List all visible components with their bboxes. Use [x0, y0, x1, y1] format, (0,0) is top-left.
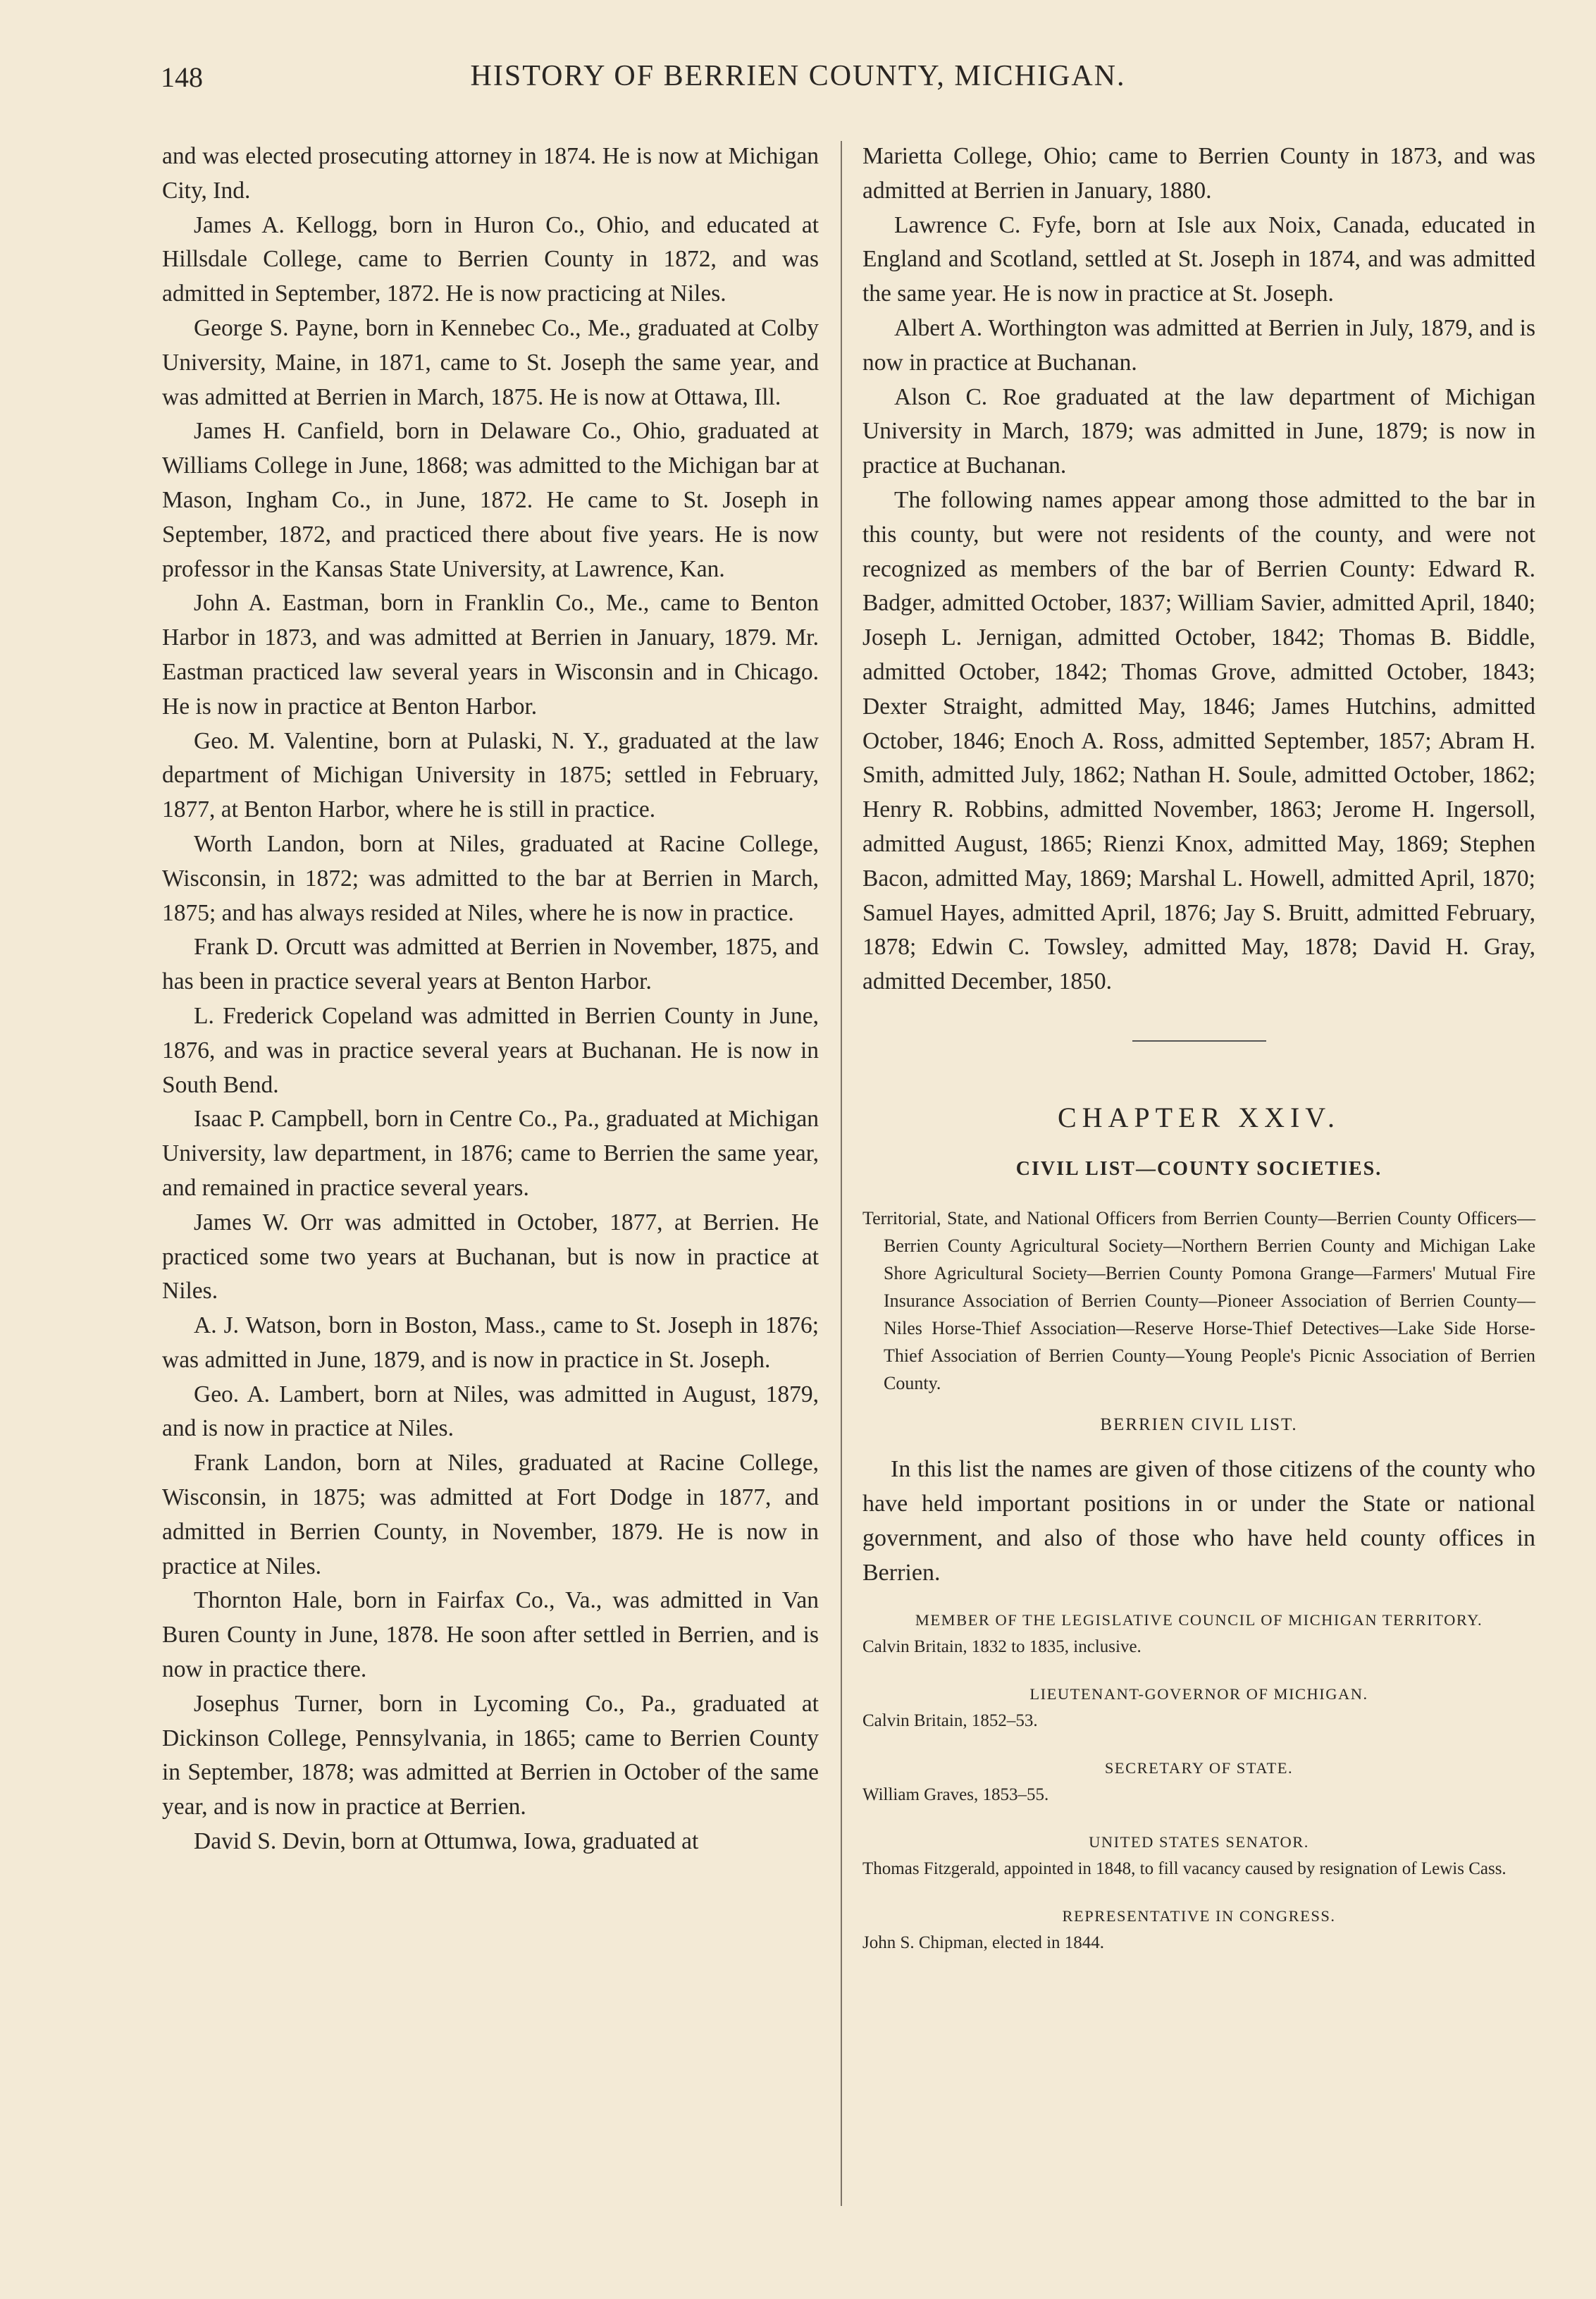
office-title: MEMBER OF THE LEGISLATIVE COUNCIL OF MICHIGAN TERRITORY.	[915, 1610, 1483, 1629]
page-header	[0, 55, 1596, 111]
paragraph: Worth Landon, born at Niles, graduated at Racine College, Wisconsin, in 1872; was admitted to the bar at Berrien in March, 1875; and has always resided at Niles, where he is now in practice.	[162, 830, 819, 926]
page-number: 148	[161, 61, 203, 93]
paragraph: A. J. Watson, born in Boston, Mass., came to St. Joseph in 1876; was admitted in June, 1879, and is now in practice in St. Joseph.	[162, 1312, 819, 1373]
paragraph: David S. Devin, born at Ottumwa, Iowa, graduated at	[194, 1828, 699, 1855]
office-title: UNITED STATES SENATOR.	[1089, 1832, 1309, 1851]
paragraph: The following names appear among those admitted to the bar in this county, but were not residents of the county, and were not recognized as members of the bar of Berrien County: Edward R. Badger, admitted October, 1837; William Savier, admitted April, 1840; Joseph L. Jernigan, admitted October, 1842; Thomas B. Biddle, admitted October, 1842; Thomas Grove, admitted October, 1843; Dexter Straight, admitted May, 1846; James Hutchins, admitted October, 1846; Enoch A. Ross, admitted September, 1857; Abram H. Smith, admitted July, 1862; Nathan H. Soule, admitted October, 1862; Henry R. Robbins, admitted November, 1863; Jerome H. Ingersoll, admitted August, 1865; Rienzi Knox, admitted May, 1869; Stephen Bacon, admitted May, 1869; Marshal L. Howell, admitted April, 1870; Samuel Hayes, admitted April, 1876; Jay S. Bruitt, admitted February, 1878; Edwin C. Towsley, admitted May, 1878; David H. Gray, admitted December, 1850.	[862, 486, 1535, 995]
paragraph: and was elected prosecuting attorney in 1874. He is now at Michigan City, Ind.	[162, 143, 819, 204]
paragraph: Thornton Hale, born in Fairfax Co., Va., was admitted in Van Buren County in June, 1878. He soon after settled in Berrien, and is now in practice there.	[162, 1587, 819, 1683]
paragraph: Josephus Turner, born in Lycoming Co., Pa., graduated at Dickinson College, Pennsylvania, in 1865; came to Berrien County in September, 1878; was admitted at Berrien in October of the same year, and is now in practice at Berrien.	[162, 1690, 819, 1820]
chapter-summary: Territorial, State, and National Officers from Berrien County—Berrien County Officers—Berrien County Agricultural Society—Northern Berrien County and Michigan Lake Shore Agricultural Society—Berrien County Pomona Grange—Farmers' Mutual Fire Insurance Association of Berrien County—Pioneer Association of Berrien County—Niles Horse-Thief Association—Reserve Horse-Thief Detectives—Lake Side Horse-Thief Association of Berrien County—Young People's Picnic Association of Berrien County.	[862, 1207, 1535, 1393]
section-intro: In this list the names are given of those citizens of the county who have held important positions in or under the State or national government, and also of those who have held county offices in Berrien.	[862, 1455, 1535, 1586]
paragraph: Isaac P. Campbell, born in Centre Co., Pa., graduated at Michigan University, law department, in 1876; came to Berrien the same year, and remained in practice several years.	[162, 1106, 819, 1201]
paragraph: L. Frederick Copeland was admitted in Berrien County in June, 1876, and was in practice several years at Buchanan. He is now in South Bend.	[162, 1002, 819, 1098]
office-title: REPRESENTATIVE IN CONGRESS.	[1062, 1906, 1336, 1925]
paragraph: John A. Eastman, born in Franklin Co., Me., came to Benton Harbor in 1873, and was admitted at Berrien in January, 1879. Mr. Eastman practiced law several years in Wisconsin and in Chicago. He is now in practice at Benton Harbor.	[162, 590, 819, 720]
chapter-heading: CHAPTER XXIV.	[1057, 1101, 1341, 1133]
paragraph: Frank Landon, born at Niles, graduated at Racine College, Wisconsin, in 1875; was admitted at Fort Dodge in 1877, and admitted in Berrien County, in November, 1879. He is now in practice at Niles.	[162, 1450, 819, 1579]
paragraph: Frank D. Orcutt was admitted at Berrien in November, 1875, and has been in practice several years at Benton Harbor.	[162, 934, 819, 995]
paragraph: James A. Kellogg, born in Huron Co., Ohio, and educated at Hillsdale College, came to Berrien County in 1872, and was admitted in September, 1872. He is now practicing at Niles.	[162, 211, 819, 307]
section-divider	[1132, 1040, 1266, 1042]
paragraph: Lawrence C. Fyfe, born at Isle aux Noix, Canada, educated in England and Scotland, settled at St. Joseph in 1874, and was admitted the same year. He is now in practice at St. Joseph.	[862, 211, 1535, 307]
paragraph: James W. Orr was admitted in October, 1877, at Berrien. He practiced some two years at Buchanan, but is now in practice at Niles.	[162, 1209, 819, 1305]
section-title: BERRIEN CIVIL LIST.	[1100, 1414, 1298, 1434]
office-entry: William Graves, 1853–55.	[862, 1785, 1049, 1804]
office-title: SECRETARY OF STATE.	[1104, 1758, 1294, 1777]
office-entry: Calvin Britain, 1852–53.	[862, 1711, 1038, 1730]
office-title: LIEUTENANT-GOVERNOR OF MICHIGAN.	[1029, 1684, 1368, 1703]
paragraph: Geo. A. Lambert, born at Niles, was admitted in August, 1879, and is now in practice at Niles.	[162, 1381, 819, 1442]
office-entry: Thomas Fitzgerald, appointed in 1848, to fill vacancy caused by resignation of Lewis Cass.	[862, 1859, 1507, 1878]
paragraph: Geo. M. Valentine, born at Pulaski, N. Y., graduated at the law department of Michigan University in 1875; settled in February, 1877, at Benton Harbor, where he is still in practice.	[162, 727, 819, 823]
paragraph: Alson C. Roe graduated at the law department of Michigan University in March, 1879; was admitted in June, 1879; is now in practice at Buchanan.	[862, 383, 1535, 479]
paragraph: Marietta College, Ohio; came to Berrien County in 1873, and was admitted at Berrien in January, 1880.	[862, 143, 1535, 204]
left-column	[162, 140, 819, 1859]
paragraph: James H. Canfield, born in Delaware Co., Ohio, graduated at Williams College in June, 1868; was admitted to the Michigan bar at Mason, Ingham Co., in June, 1872. He came to St. Joseph in September, 1872, and practiced there about five years. He is now professor in the Kansas State University, at Lawrence, Kan.	[162, 418, 819, 582]
column-divider	[841, 141, 842, 2206]
chapter-subheading: CIVIL LIST—COUNTY SOCIETIES.	[1015, 1157, 1382, 1180]
running-title: HISTORY OF BERRIEN COUNTY, MICHIGAN.	[470, 60, 1126, 92]
paragraph: George S. Payne, born in Kennebec Co., Me., graduated at Colby University, Maine, in 1871, came to St. Joseph the same year, and was admitted at Berrien in March, 1875. He is now at Ottawa, Ill.	[162, 314, 819, 410]
right-column	[862, 140, 1535, 1980]
office-entry: Calvin Britain, 1832 to 1835, inclusive.	[862, 1637, 1142, 1656]
office-entry: John S. Chipman, elected in 1844.	[862, 1933, 1105, 1952]
paragraph: Albert A. Worthington was admitted at Berrien in July, 1879, and is now in practice at Buchanan.	[862, 314, 1535, 376]
